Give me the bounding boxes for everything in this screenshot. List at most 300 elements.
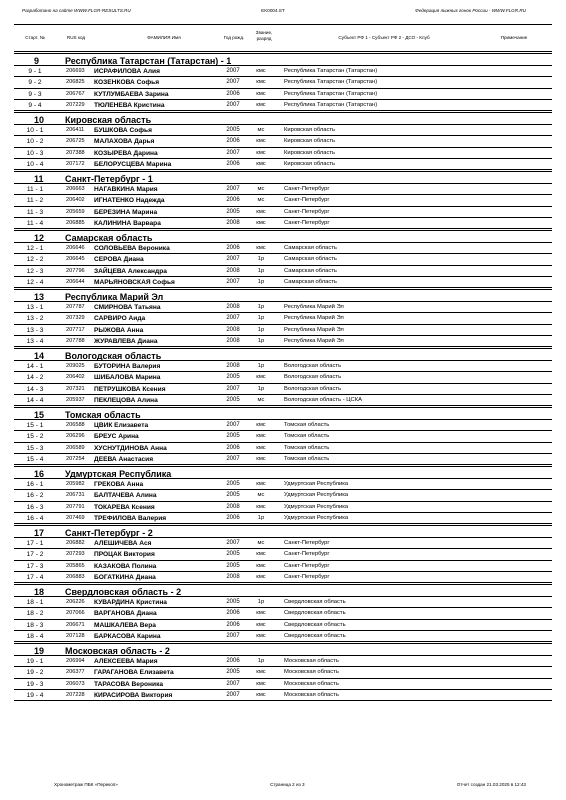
rank: кмс	[256, 562, 266, 569]
rus-code: 206377	[66, 669, 85, 676]
rus-code: 206671	[66, 621, 85, 628]
region: Кировская область	[284, 127, 336, 133]
athlete-name: АЛЕКСЕЕВА Мария	[94, 658, 158, 665]
athlete-row	[14, 302, 552, 313]
region: Томская область	[284, 422, 330, 428]
birth-year: 2005	[226, 127, 240, 133]
rus-code: 205659	[66, 208, 85, 215]
region: Московская область	[284, 680, 339, 687]
team-header	[14, 112, 552, 125]
region: Свердловская область	[284, 621, 346, 628]
team-name: Кировская область	[65, 114, 152, 125]
team-number: 19	[34, 645, 45, 656]
rus-code: 206885	[66, 219, 85, 226]
athlete-row	[14, 549, 552, 560]
rank: 1р	[257, 599, 265, 605]
region: Республика Марий Эл	[284, 337, 344, 344]
region: Республика Татарстан (Татарстан)	[284, 90, 378, 97]
start-number: 10 - 2	[26, 138, 44, 146]
team-group	[14, 584, 552, 642]
team-header	[14, 348, 552, 361]
athlete-row	[14, 184, 552, 195]
team-name: Республика Татарстан (Татарстан) - 1	[65, 55, 232, 66]
region: Московская область	[284, 669, 339, 676]
start-number: 13 - 1	[26, 304, 44, 311]
athlete-name: САРВИРО Аида	[94, 315, 146, 323]
rank: 1р	[257, 315, 265, 322]
rus-code: 207791	[66, 503, 85, 510]
athlete-name: БАЛТАЧЕВА Алина	[94, 492, 157, 500]
athlete-row	[14, 325, 552, 336]
team-name: Самарская область	[65, 232, 153, 243]
rank: 1р	[257, 385, 265, 392]
start-number: 16 - 2	[26, 492, 44, 500]
rus-code: 206645	[66, 256, 85, 263]
team-group	[14, 112, 552, 170]
start-number: 17 - 1	[26, 540, 44, 547]
athlete-name: ТОКАРЕВА Ксения	[94, 503, 155, 511]
col-rus: RUS код	[66, 35, 86, 40]
athlete-row	[14, 656, 552, 667]
athlete-row	[14, 690, 552, 701]
athlete-row	[14, 125, 552, 136]
athlete-row	[14, 218, 552, 229]
athlete-name: ХУСНУТДИНОВА Анна	[94, 444, 167, 452]
rank: кмс	[256, 433, 266, 440]
birth-year: 2006	[226, 621, 240, 628]
start-number: 11 - 3	[26, 208, 44, 216]
footer-left: Хронометраж ПБК «Перекоп»	[54, 782, 118, 787]
rank: кмс	[256, 551, 266, 558]
start-number: 11 - 4	[26, 219, 44, 227]
athlete-name: МАРЬЯНОВСКАЯ Софья	[94, 278, 175, 286]
rus-code: 206767	[66, 90, 85, 97]
team-header	[14, 53, 552, 66]
birth-year: 2007	[226, 385, 240, 392]
rus-code: 206646	[66, 245, 85, 251]
birth-year: 2008	[226, 337, 240, 344]
rus-code: 206644	[66, 278, 85, 285]
athlete-row	[14, 100, 552, 111]
team-number: 16	[34, 468, 45, 479]
rus-code: 206693	[66, 68, 85, 74]
athlete-row	[14, 195, 552, 206]
birth-year: 2006	[226, 514, 240, 521]
rus-code: 207229	[66, 101, 85, 108]
start-number: 19 - 2	[26, 669, 44, 677]
rank: 1р	[257, 326, 265, 333]
start-number: 15 - 1	[26, 422, 44, 429]
start-number: 15 - 2	[26, 433, 44, 441]
athlete-name: ЗАЙЦЕВА Александра	[94, 267, 167, 275]
athlete-row	[14, 159, 552, 170]
team-group	[14, 466, 552, 524]
team-header	[14, 643, 552, 656]
birth-year: 2007	[226, 278, 240, 285]
region: Самарская область	[284, 245, 337, 251]
rus-code: 206825	[66, 79, 85, 86]
rus-code: 207796	[66, 267, 85, 274]
birth-year: 2005	[226, 208, 240, 215]
rank: 1р	[257, 256, 265, 263]
athlete-name: РЫЖОВА Анна	[94, 326, 144, 334]
start-number: 11 - 1	[26, 186, 44, 193]
region: Вологодская область	[284, 374, 342, 381]
athlete-row	[14, 420, 552, 431]
athlete-name: ДЕЕВА Анастасия	[94, 455, 154, 463]
athlete-row	[14, 431, 552, 442]
rus-code: 207172	[66, 160, 85, 167]
team-header	[14, 466, 552, 479]
athlete-row	[14, 538, 552, 549]
birth-year: 2006	[226, 160, 240, 167]
rus-code: 207388	[66, 149, 85, 156]
region: Самарская область	[284, 278, 337, 285]
rank: кмс	[256, 90, 266, 97]
region: Вологодская область	[284, 385, 342, 392]
region: Республика Татарстан (Татарстан)	[284, 68, 378, 74]
athlete-row	[14, 266, 552, 277]
team-header	[14, 230, 552, 243]
start-number: 9 - 1	[28, 68, 42, 75]
start-number: 12 - 3	[26, 267, 44, 275]
top-bar	[22, 8, 526, 18]
rus-code: 207293	[66, 551, 85, 558]
birth-year: 2007	[226, 101, 240, 108]
athlete-name: БАРКАСОВА Карина	[94, 632, 161, 640]
athlete-name: БОГАТКИНА Диана	[94, 573, 156, 581]
athlete-name: КОЗЕНКОВА Софья	[94, 79, 160, 87]
rus-code: 205937	[66, 396, 85, 403]
rus-code: 206402	[66, 197, 85, 204]
athlete-name: ПЕКЛЕЦОВА Алина	[94, 396, 158, 404]
start-number: 13 - 3	[26, 326, 44, 334]
rank: кмс	[256, 138, 266, 145]
athlete-name: ПРОЦАК Виктория	[94, 551, 155, 559]
team-name: Санкт-Петербург - 1	[65, 173, 153, 184]
region: Республика Татарстан (Татарстан)	[284, 101, 378, 108]
athlete-name: ГАРАГАНОВА Елизавета	[94, 669, 174, 677]
team-number: 14	[34, 350, 45, 361]
rank: кмс	[256, 481, 266, 487]
start-number: 11 - 2	[26, 197, 44, 205]
col-subject: Субъект РФ 1 - Субъект РФ 2 - ДСО - Клуб	[338, 35, 430, 40]
athlete-row	[14, 572, 552, 583]
region: Республика Марий Эл	[284, 304, 344, 310]
team-number: 9	[34, 55, 40, 66]
birth-year: 2008	[226, 573, 240, 580]
rus-code: 207128	[66, 632, 85, 639]
rank: кмс	[256, 455, 266, 462]
start-number: 10 - 4	[26, 160, 44, 168]
rus-code: 205865	[66, 562, 85, 569]
athlete-name: ТЮЛЕНЕВА Кристина	[94, 101, 165, 109]
region: Самарская область	[284, 267, 337, 274]
region: Санкт-Петербург	[284, 186, 330, 192]
rank: кмс	[256, 149, 266, 156]
athlete-row	[14, 679, 552, 690]
region: Санкт-Петербург	[284, 197, 330, 204]
rus-code: 205982	[66, 481, 85, 487]
birth-year: 2006	[226, 138, 240, 145]
footer	[54, 782, 526, 787]
rus-code: 206882	[66, 540, 85, 546]
athlete-row	[14, 372, 552, 383]
start-number: 14 - 2	[26, 374, 44, 382]
team-number: 10	[34, 114, 45, 125]
footer-center: Страница 2 из 3	[270, 782, 305, 787]
team-groups	[14, 52, 552, 701]
birth-year: 2005	[226, 481, 240, 487]
birth-year: 2007	[226, 68, 240, 74]
region: Вологодская область - ЦСКА	[284, 396, 362, 403]
rank: кмс	[256, 669, 266, 676]
athlete-name: БЕЛОРУСЦЕВА Марина	[94, 160, 172, 168]
region: Республика Марий Эл	[284, 315, 344, 322]
region: Кировская область	[284, 160, 336, 167]
rus-code: 207066	[66, 610, 85, 617]
region: Санкт-Петербург	[284, 573, 330, 580]
rus-code: 207469	[66, 514, 85, 521]
athlete-row	[14, 89, 552, 100]
athlete-name: КУВАРДИНА Кристина	[94, 599, 167, 606]
athlete-row	[14, 336, 552, 347]
rank: кмс	[256, 101, 266, 108]
birth-year: 2007	[226, 540, 240, 546]
rank: кмс	[256, 573, 266, 580]
birth-year: 2007	[226, 691, 240, 698]
athlete-row	[14, 490, 552, 501]
birth-year: 2005	[226, 551, 240, 558]
team-number: 11	[34, 173, 44, 184]
birth-year: 2007	[226, 79, 240, 86]
birth-year: 2007	[226, 149, 240, 156]
team-header	[14, 584, 552, 597]
rus-code: 207254	[66, 455, 85, 462]
top-bar-left: Разработано на сайте WWW.FLGR-RESULTS.RU	[22, 8, 131, 13]
region: Самарская область	[284, 256, 337, 263]
rank: мс	[257, 492, 265, 499]
birth-year: 2007	[226, 680, 240, 687]
rank: кмс	[256, 444, 266, 451]
region: Удмуртская Республика	[284, 503, 349, 510]
team-group	[14, 230, 552, 288]
athlete-name: ВАРГАНОВА Диана	[94, 610, 157, 618]
start-number: 9 - 2	[28, 79, 42, 87]
team-group	[14, 348, 552, 406]
start-number: 16 - 3	[26, 503, 44, 511]
team-group	[14, 643, 552, 701]
athlete-name: СЕРОВА Диана	[94, 256, 144, 264]
rus-code: 207321	[66, 385, 85, 392]
team-group	[14, 53, 552, 111]
athlete-row	[14, 443, 552, 454]
athlete-row	[14, 479, 552, 490]
column-header	[14, 24, 552, 52]
rus-code: 206588	[66, 422, 85, 428]
athlete-name: БЕРЕЗИНА Марина	[94, 208, 158, 216]
team-header	[14, 525, 552, 538]
rank: 1р	[257, 304, 265, 310]
athlete-row	[14, 608, 552, 619]
rank: кмс	[256, 610, 266, 617]
region: Удмуртская Республика	[284, 514, 349, 521]
rank: кмс	[256, 79, 266, 86]
birth-year: 2007	[226, 632, 240, 639]
athlete-name: ТРЕФИЛОВА Валерия	[94, 514, 167, 522]
rus-code: 206731	[66, 492, 85, 499]
athlete-row	[14, 631, 552, 642]
start-number: 12 - 4	[26, 278, 44, 286]
athlete-row	[14, 77, 552, 88]
birth-year: 2007	[226, 315, 240, 322]
start-number: 18 - 2	[26, 610, 44, 618]
start-number: 9 - 4	[28, 101, 42, 109]
athlete-name: КИРАСИРОВА Виктория	[94, 691, 173, 699]
team-number: 17	[34, 527, 45, 538]
birth-year: 2008	[226, 219, 240, 226]
rus-code: 207717	[66, 326, 85, 333]
athlete-name: ШИБАЛОВА Марина	[94, 374, 161, 382]
rank: кмс	[256, 621, 266, 628]
rus-code: 206402	[66, 374, 85, 381]
rus-code: 207788	[66, 337, 85, 344]
rank: 1р	[257, 278, 265, 285]
athlete-row	[14, 597, 552, 608]
rank: кмс	[256, 691, 266, 698]
athlete-name: ТАРАСОВА Вероника	[94, 680, 164, 688]
athlete-row	[14, 361, 552, 372]
birth-year: 2005	[226, 562, 240, 569]
birth-year: 2005	[226, 374, 240, 381]
rank: 1р	[257, 363, 265, 369]
start-number: 12 - 2	[26, 256, 44, 264]
rank: мс	[257, 197, 265, 204]
rank: мс	[257, 186, 265, 192]
birth-year: 2005	[226, 599, 240, 605]
start-number: 14 - 3	[26, 385, 44, 393]
rank: кмс	[256, 503, 266, 510]
athlete-name: ПЕТРУШКОВА Ксения	[94, 385, 166, 393]
birth-year: 2005	[226, 669, 240, 676]
start-number: 17 - 3	[26, 562, 44, 570]
col-start: Старт. №	[25, 35, 45, 40]
athlete-name: СМИРНОВА Татьяна	[94, 304, 161, 311]
birth-year: 2006	[226, 245, 240, 251]
start-number: 16 - 1	[26, 481, 44, 488]
rus-code: 206725	[66, 138, 85, 145]
team-group	[14, 407, 552, 465]
region: Томская область	[284, 444, 330, 451]
team-number: 18	[34, 586, 45, 597]
birth-year: 2006	[226, 444, 240, 451]
rank: 1р	[257, 337, 265, 344]
athlete-row	[14, 502, 552, 513]
region: Кировская область	[284, 138, 336, 145]
birth-year: 2006	[226, 197, 240, 204]
start-number: 14 - 1	[26, 363, 44, 370]
rus-code: 206994	[66, 658, 85, 664]
region: Санкт-Петербург	[284, 551, 330, 558]
athlete-row	[14, 277, 552, 288]
birth-year: 2008	[226, 503, 240, 510]
rank: 1р	[257, 658, 265, 664]
athlete-name: ЦВИК Елизавета	[94, 422, 149, 429]
team-name: Санкт-Петербург - 2	[65, 527, 153, 538]
team-header	[14, 289, 552, 302]
birth-year: 2008	[226, 304, 240, 310]
birth-year: 2005	[226, 396, 240, 403]
birth-year: 2007	[226, 186, 240, 192]
birth-year: 2006	[226, 610, 240, 617]
team-name: Томская область	[65, 409, 141, 420]
athlete-name: ИГНАТЕНКО Надежда	[94, 197, 165, 205]
team-group	[14, 171, 552, 229]
rus-code: 207787	[66, 304, 85, 310]
region: Свердловская область	[284, 610, 346, 617]
rus-code: 206589	[66, 444, 85, 451]
start-number: 9 - 3	[28, 90, 42, 98]
birth-year: 2006	[226, 658, 240, 664]
region: Томская область	[284, 455, 330, 462]
athlete-row	[14, 667, 552, 678]
rank: 1р	[257, 514, 265, 521]
rank: мс	[257, 396, 265, 403]
rus-code: 206663	[66, 186, 85, 192]
rank: мс	[257, 540, 265, 546]
athlete-row	[14, 243, 552, 254]
start-number: 14 - 4	[26, 396, 44, 404]
athlete-row	[14, 136, 552, 147]
rank: кмс	[256, 422, 266, 428]
top-bar-center: EK0004.ST	[261, 8, 285, 13]
athlete-row	[14, 620, 552, 631]
start-number: 12 - 1	[26, 245, 44, 252]
rank: кмс	[256, 68, 266, 74]
col-name: ФАМИЛИЯ Имя	[147, 35, 181, 40]
team-name: Московская область - 2	[65, 645, 170, 656]
birth-year: 2008	[226, 267, 240, 274]
birth-year: 2008	[226, 363, 240, 369]
athlete-name: СОЛОВЬЕВА Вероника	[94, 245, 170, 252]
start-number: 18 - 1	[26, 599, 44, 606]
region: Республика Марий Эл	[284, 326, 344, 333]
rank: кмс	[256, 160, 266, 167]
birth-year: 2005	[226, 433, 240, 440]
team-name: Свердловская область - 2	[65, 586, 182, 597]
start-number: 17 - 2	[26, 551, 44, 559]
region: Санкт-Петербург	[284, 208, 330, 215]
start-number: 13 - 2	[26, 315, 44, 323]
region: Республика Татарстан (Татарстан)	[284, 79, 378, 86]
top-bar-right: Федерация лыжных гонок России - WWW.FLGR.RU	[415, 8, 526, 13]
region: Удмуртская Республика	[284, 481, 349, 487]
birth-year: 2006	[226, 90, 240, 97]
athlete-row	[14, 207, 552, 218]
col-year: Год рожд.	[223, 35, 245, 40]
athlete-row	[14, 395, 552, 406]
region: Кировская область	[284, 149, 336, 156]
birth-year: 2007	[226, 422, 240, 428]
region: Санкт-Петербург	[284, 540, 330, 546]
athlete-name: КАЛИНИНА Варвара	[94, 219, 161, 227]
team-group	[14, 289, 552, 347]
team-number: 12	[34, 232, 45, 243]
birth-year: 2007	[226, 455, 240, 462]
team-name: Республика Марий Эл	[65, 291, 164, 302]
team-number: 13	[34, 291, 45, 302]
start-number: 15 - 3	[26, 444, 44, 452]
